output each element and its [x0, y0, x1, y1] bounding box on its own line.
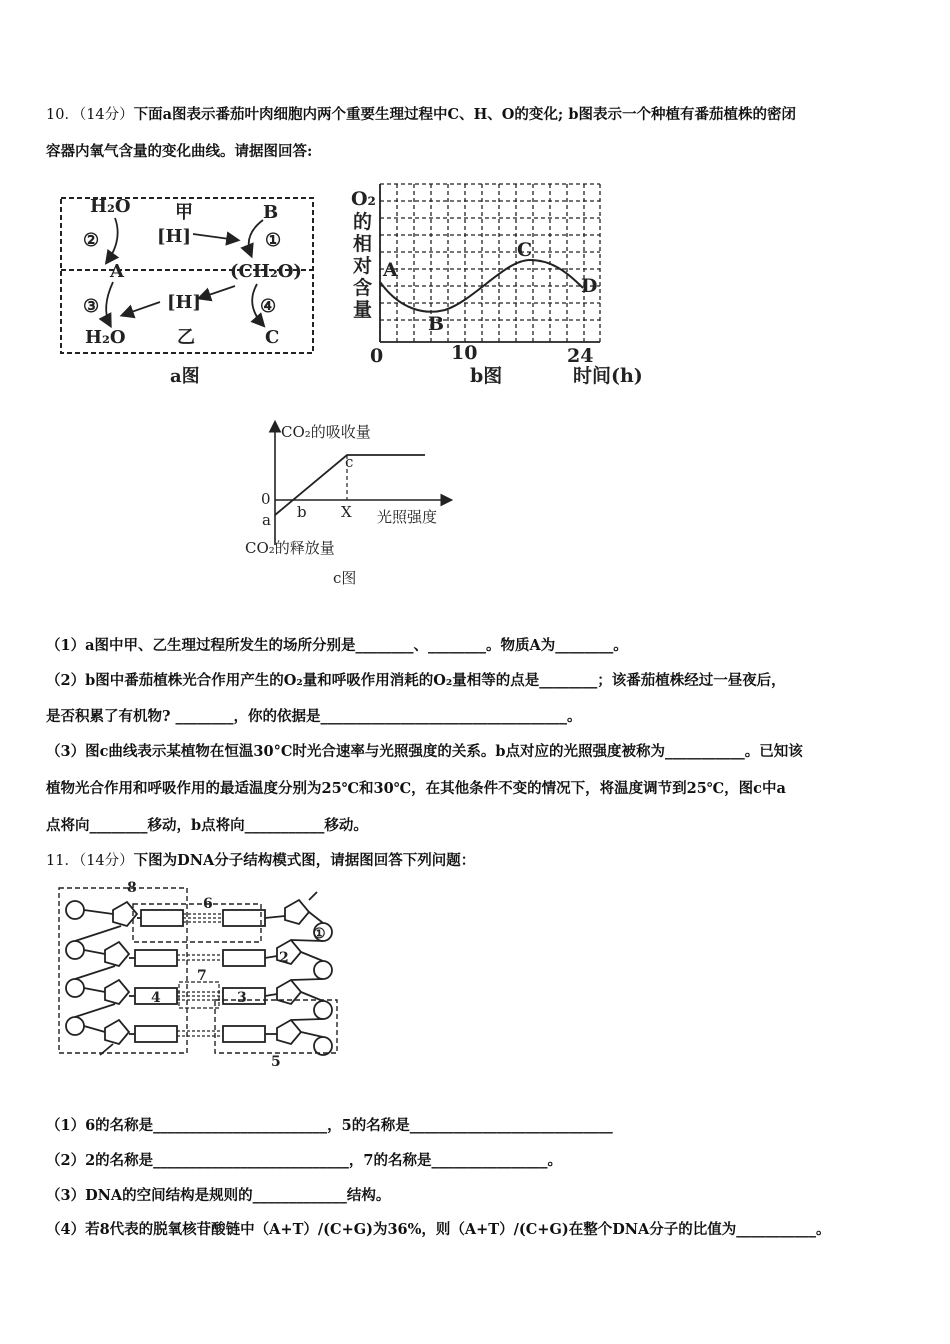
- fig-b-caption: b图: [470, 365, 503, 387]
- fig-b-origin: 0: [370, 345, 384, 367]
- q11-number: 11．: [46, 853, 79, 869]
- figure-dna: [55, 880, 355, 1075]
- q10-number: 10．: [46, 107, 79, 123]
- dna-label-8: 8: [127, 880, 137, 896]
- q11-stem-line: [46, 849, 475, 870]
- q10-stem-text1: 下面a图表示番茄叶肉细胞内两个重要生理过程中C、H、O的变化; b图表示一个种植有番茄植株的密闭: [133, 106, 796, 123]
- fig-b-point-d: D: [581, 275, 598, 297]
- fig-c-a: a: [262, 511, 271, 529]
- fig-a-circ1: ①: [265, 230, 282, 251]
- fig-c-x: X: [341, 503, 352, 521]
- q10-score: （14分）: [78, 107, 134, 123]
- fig-a-h2: [H]: [167, 292, 202, 313]
- fig-b-tick10: 10: [451, 342, 478, 364]
- fig-a-h2o-bot: H₂O: [85, 327, 126, 348]
- q11-sub2: （2）2的名称是___________________________，7的名称是________________。: [46, 1152, 563, 1169]
- fig-c-ylabel-top: CO₂的吸收量: [281, 423, 371, 441]
- fig-a-b: B: [263, 202, 279, 223]
- fig-a-h1: [H]: [157, 226, 192, 247]
- fig-c-b: b: [297, 503, 307, 521]
- fig-b-ylabel-3: 对: [353, 255, 373, 277]
- fig-a-yi: 乙: [177, 327, 195, 348]
- q10-sub2-line1: （2）b图中番茄植株光合作用产生的O₂量和呼吸作用消耗的O₂量相等的点是________；该番茄植株经过一昼夜后，: [46, 672, 786, 689]
- fig-b-point-b: B: [428, 313, 445, 335]
- q10-sub3-line2: 植物光合作用和呼吸作用的最适温度分别为25℃和30℃，在其他条件不变的情况下，将温度调节到25℃，图c中a: [46, 780, 786, 797]
- fig-a-h2o-top: H₂O: [90, 196, 131, 217]
- q11-score: （14分）: [78, 853, 134, 869]
- dna-label-2: 2: [279, 950, 289, 966]
- dna-label-3: 3: [237, 990, 247, 1006]
- q10-stem-line1: [46, 103, 796, 124]
- fig-c-xlabel: 光照强度: [377, 508, 438, 526]
- fig-c-c: c: [345, 453, 354, 471]
- q11-sub1: （1）6的名称是________________________，5的名称是____________________________: [46, 1117, 613, 1134]
- fig-b-ylabel-4: 含: [353, 277, 373, 299]
- fig-a-caption: a图: [170, 366, 200, 387]
- q10-stem-line2: 容器内氧气含量的变化曲线。请据图回答:: [46, 143, 313, 160]
- fig-b-point-a: A: [383, 259, 398, 281]
- dna-label-7: 7: [197, 968, 207, 984]
- dna-label-5: 5: [271, 1054, 281, 1070]
- fig-a-a: A: [110, 261, 124, 282]
- fig-b-ylabel-0: O₂: [351, 188, 376, 210]
- fig-c-ylabel-bot: CO₂的释放量: [245, 539, 335, 557]
- fig-a-ch2o: (CH₂O): [230, 261, 302, 282]
- fig-a-c: C: [265, 327, 280, 348]
- fig-b-ylabel-5: 量: [353, 299, 373, 321]
- q10-sub3-line3: 点将向________移动，b点将向___________移动。: [46, 817, 368, 834]
- fig-c-zero: 0: [261, 490, 271, 508]
- dna-label-6: 6: [203, 896, 213, 912]
- fig-b-ylabel-1: 的: [353, 211, 373, 233]
- q10-sub3-line1: （3）图c曲线表示某植物在恒温30°C时光合速率与光照强度的关系。b点对应的光照强度被称为___________。已知该: [46, 743, 803, 760]
- q11-sub4: （4）若8代表的脱氧核苷酸链中（A+T）/(C+G)为36%，则（A+T）/(C+G)在整个DNA分子的比值为___________。: [46, 1221, 831, 1238]
- figure-a: [55, 190, 325, 390]
- dna-label-4: 4: [151, 990, 161, 1006]
- figure-c: [245, 415, 475, 595]
- fig-b-ylabel-2: 相: [353, 233, 373, 255]
- fig-a-circ3: ③: [83, 296, 100, 317]
- q11-stem-text: 下图为DNA分子结构模式图，请据图回答下列问题：: [133, 852, 476, 869]
- fig-a-circ2: ②: [83, 230, 100, 251]
- fig-a-circ4: ④: [260, 296, 277, 317]
- q11-sub3: （3）DNA的空间结构是规则的_____________结构。: [46, 1187, 391, 1204]
- figure-b: [345, 170, 655, 395]
- dna-label-1: ①: [313, 926, 326, 942]
- fig-b-point-c: C: [517, 239, 533, 261]
- fig-b-xlabel: 时间(h): [573, 365, 643, 387]
- q10-sub2-line2: 是否积累了有机物? ________，你的依据是__________________________________。: [46, 708, 582, 725]
- fig-b-tick24: 24: [567, 345, 594, 367]
- fig-c-caption: c图: [333, 569, 357, 587]
- q10-sub1: （1）a图中甲、乙生理过程所发生的场所分别是________、________。物质A为________。: [46, 637, 628, 654]
- fig-a-jia: 甲: [175, 202, 193, 223]
